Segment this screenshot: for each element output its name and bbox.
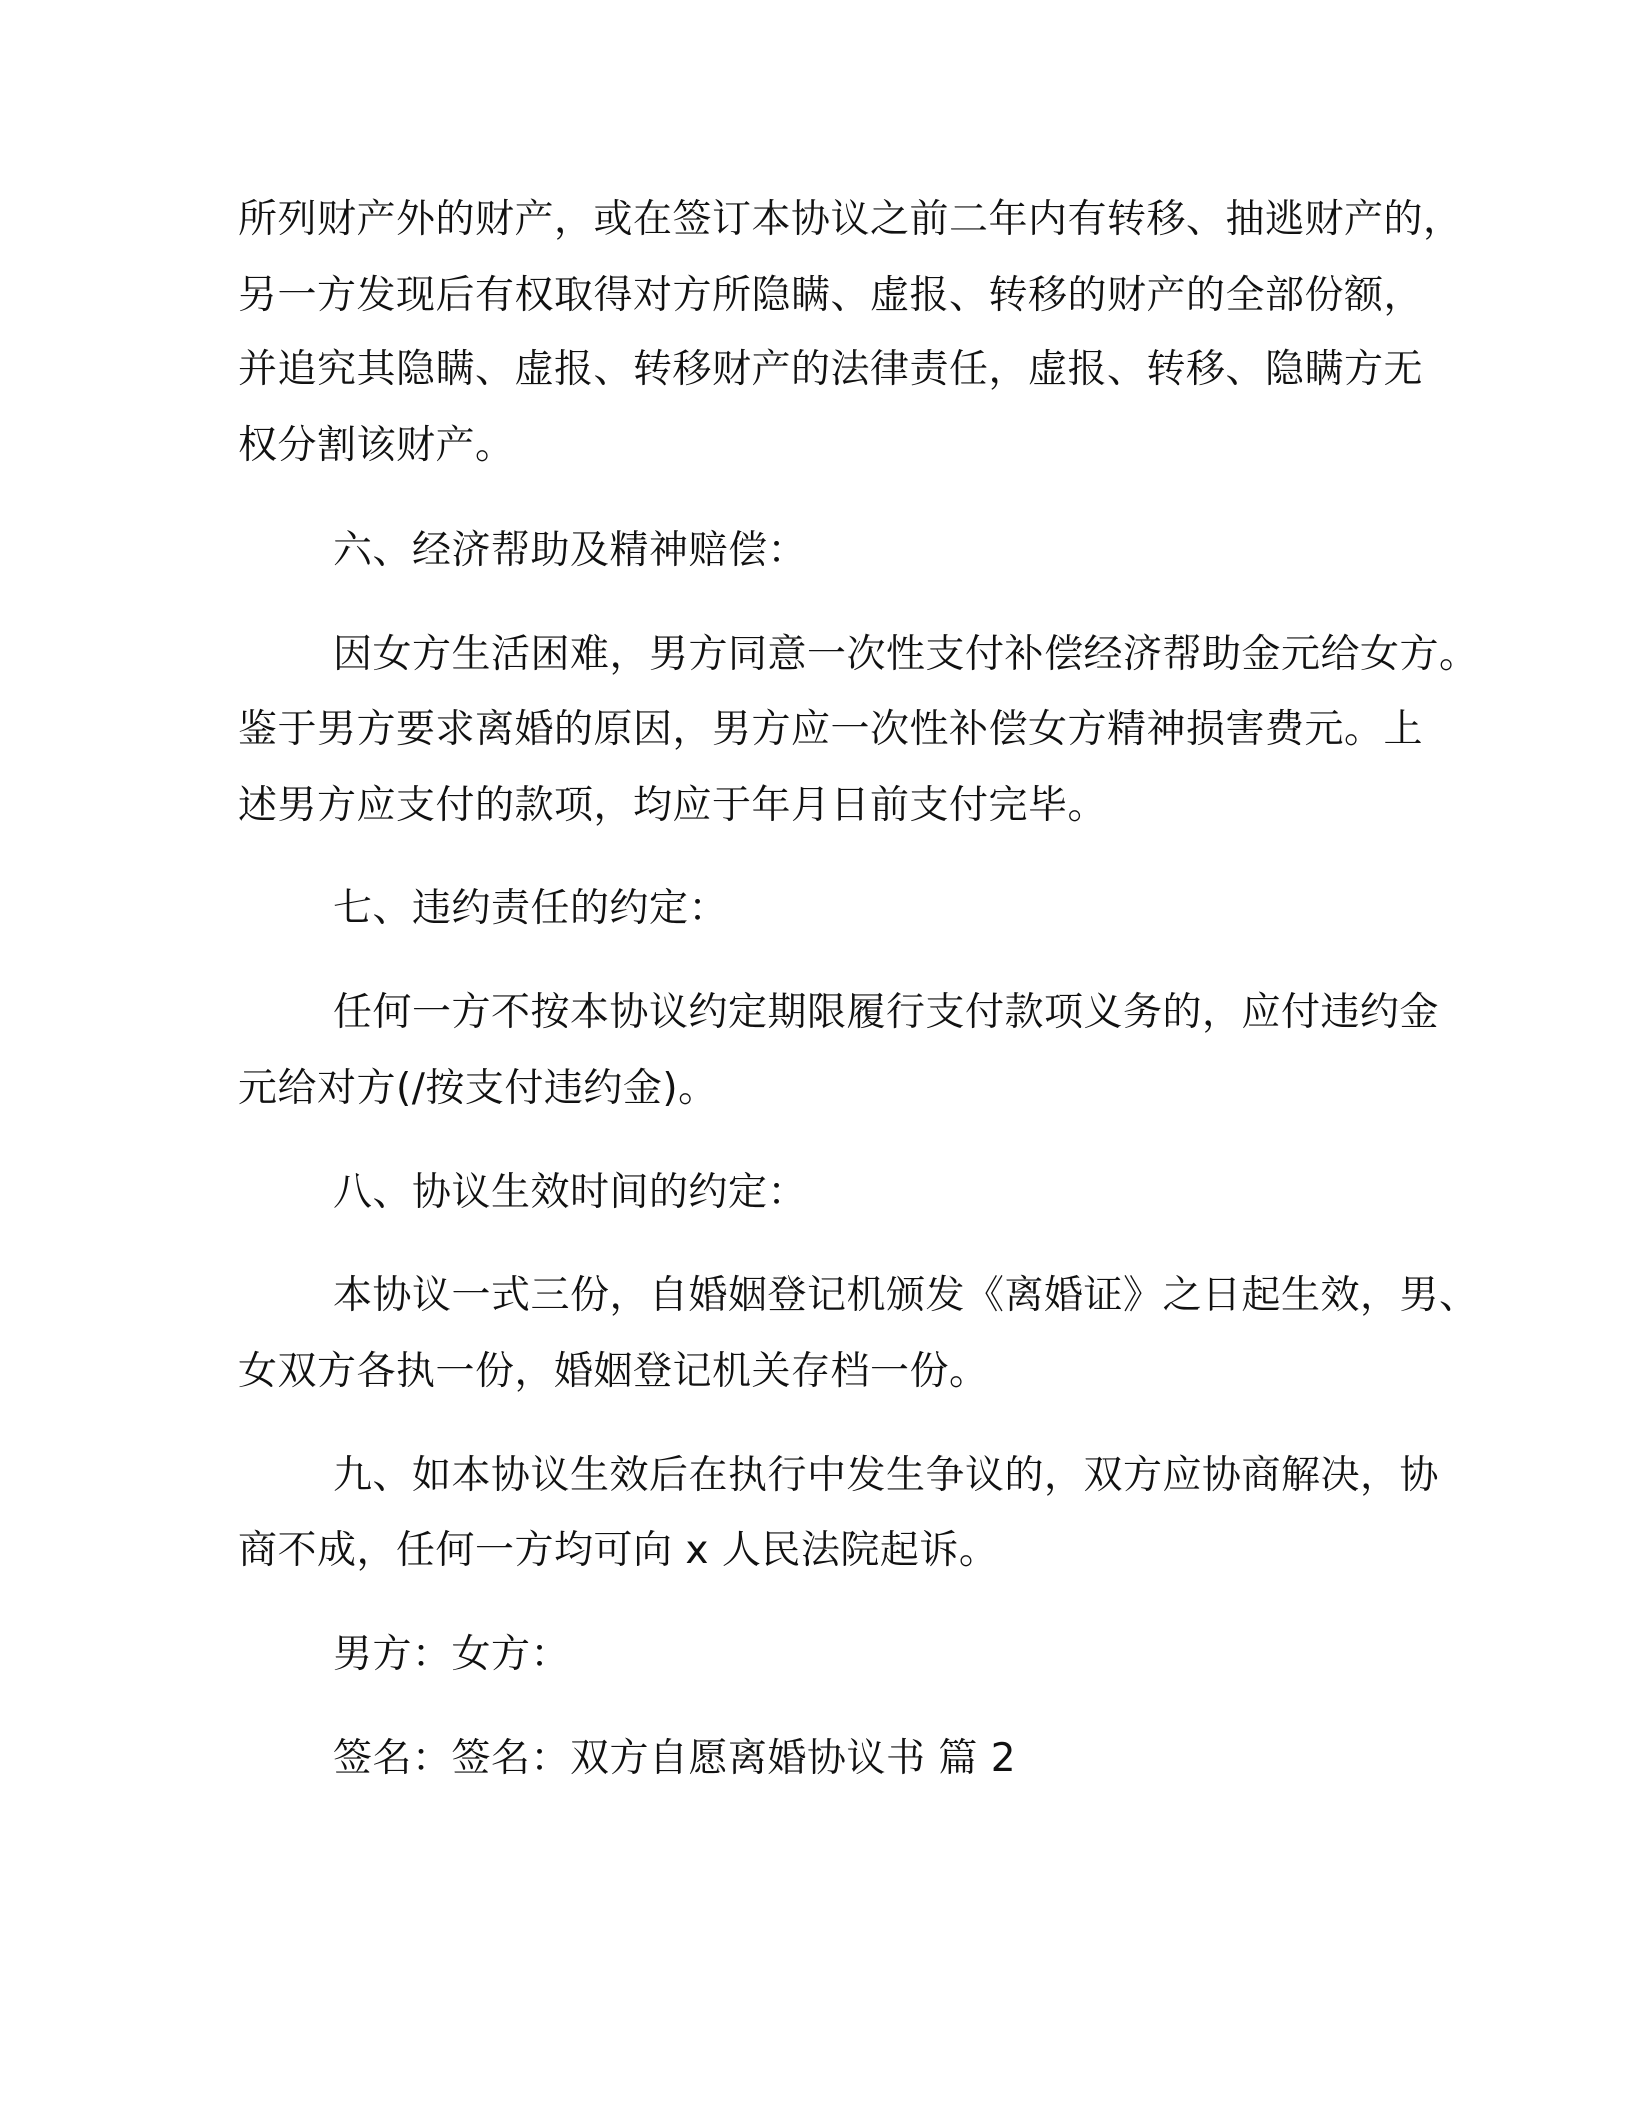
section-heading-9: 九、如本协议生效后在执行中发生争议的，双方应协商解决，协 — [333, 1453, 1440, 1498]
text-line: 另一方发现后有权取得对方所隐瞒、虚报、转移的财产的全部份额， — [238, 273, 1424, 318]
signature-line: 签名：签名：双方自愿离婚协议书 篇 2 — [333, 1736, 1017, 1781]
text-line: 所列财产外的财产，或在签订本协议之前二年内有转移、抽逃财产的， — [238, 197, 1463, 242]
text-line: 商不成，任何一方均可向 x 人民法院起诉。 — [238, 1528, 999, 1573]
text-line: 任何一方不按本协议约定期限履行支付款项义务的，应付违约金 — [333, 990, 1440, 1035]
section-heading-6: 六、经济帮助及精神赔偿： — [333, 528, 808, 573]
party-labels: 男方：女方： — [333, 1632, 571, 1677]
section-heading-7: 七、违约责任的约定： — [333, 886, 729, 931]
text-line: 因女方生活困难，男方同意一次性支付补偿经济帮助金元给女方。 — [333, 632, 1479, 677]
text-line: 元给对方(/按支付违约金)。 — [238, 1066, 718, 1111]
text-line: 女双方各执一份，婚姻登记机关存档一份。 — [238, 1349, 989, 1394]
text-line: 并追究其隐瞒、虚报、转移财产的法律责任，虚报、转移、隐瞒方无 — [238, 347, 1424, 392]
text-line: 本协议一式三份，自婚姻登记机颁发《离婚证》之日起生效，男、 — [333, 1273, 1479, 1318]
text-line: 鉴于男方要求离婚的原因，男方应一次性补偿女方精神损害费元。上 — [238, 707, 1424, 752]
section-heading-8: 八、协议生效时间的约定： — [333, 1170, 808, 1215]
text-line: 述男方应支付的款项，均应于年月日前支付完毕。 — [238, 783, 1108, 828]
text-line: 权分割该财产。 — [238, 423, 515, 468]
